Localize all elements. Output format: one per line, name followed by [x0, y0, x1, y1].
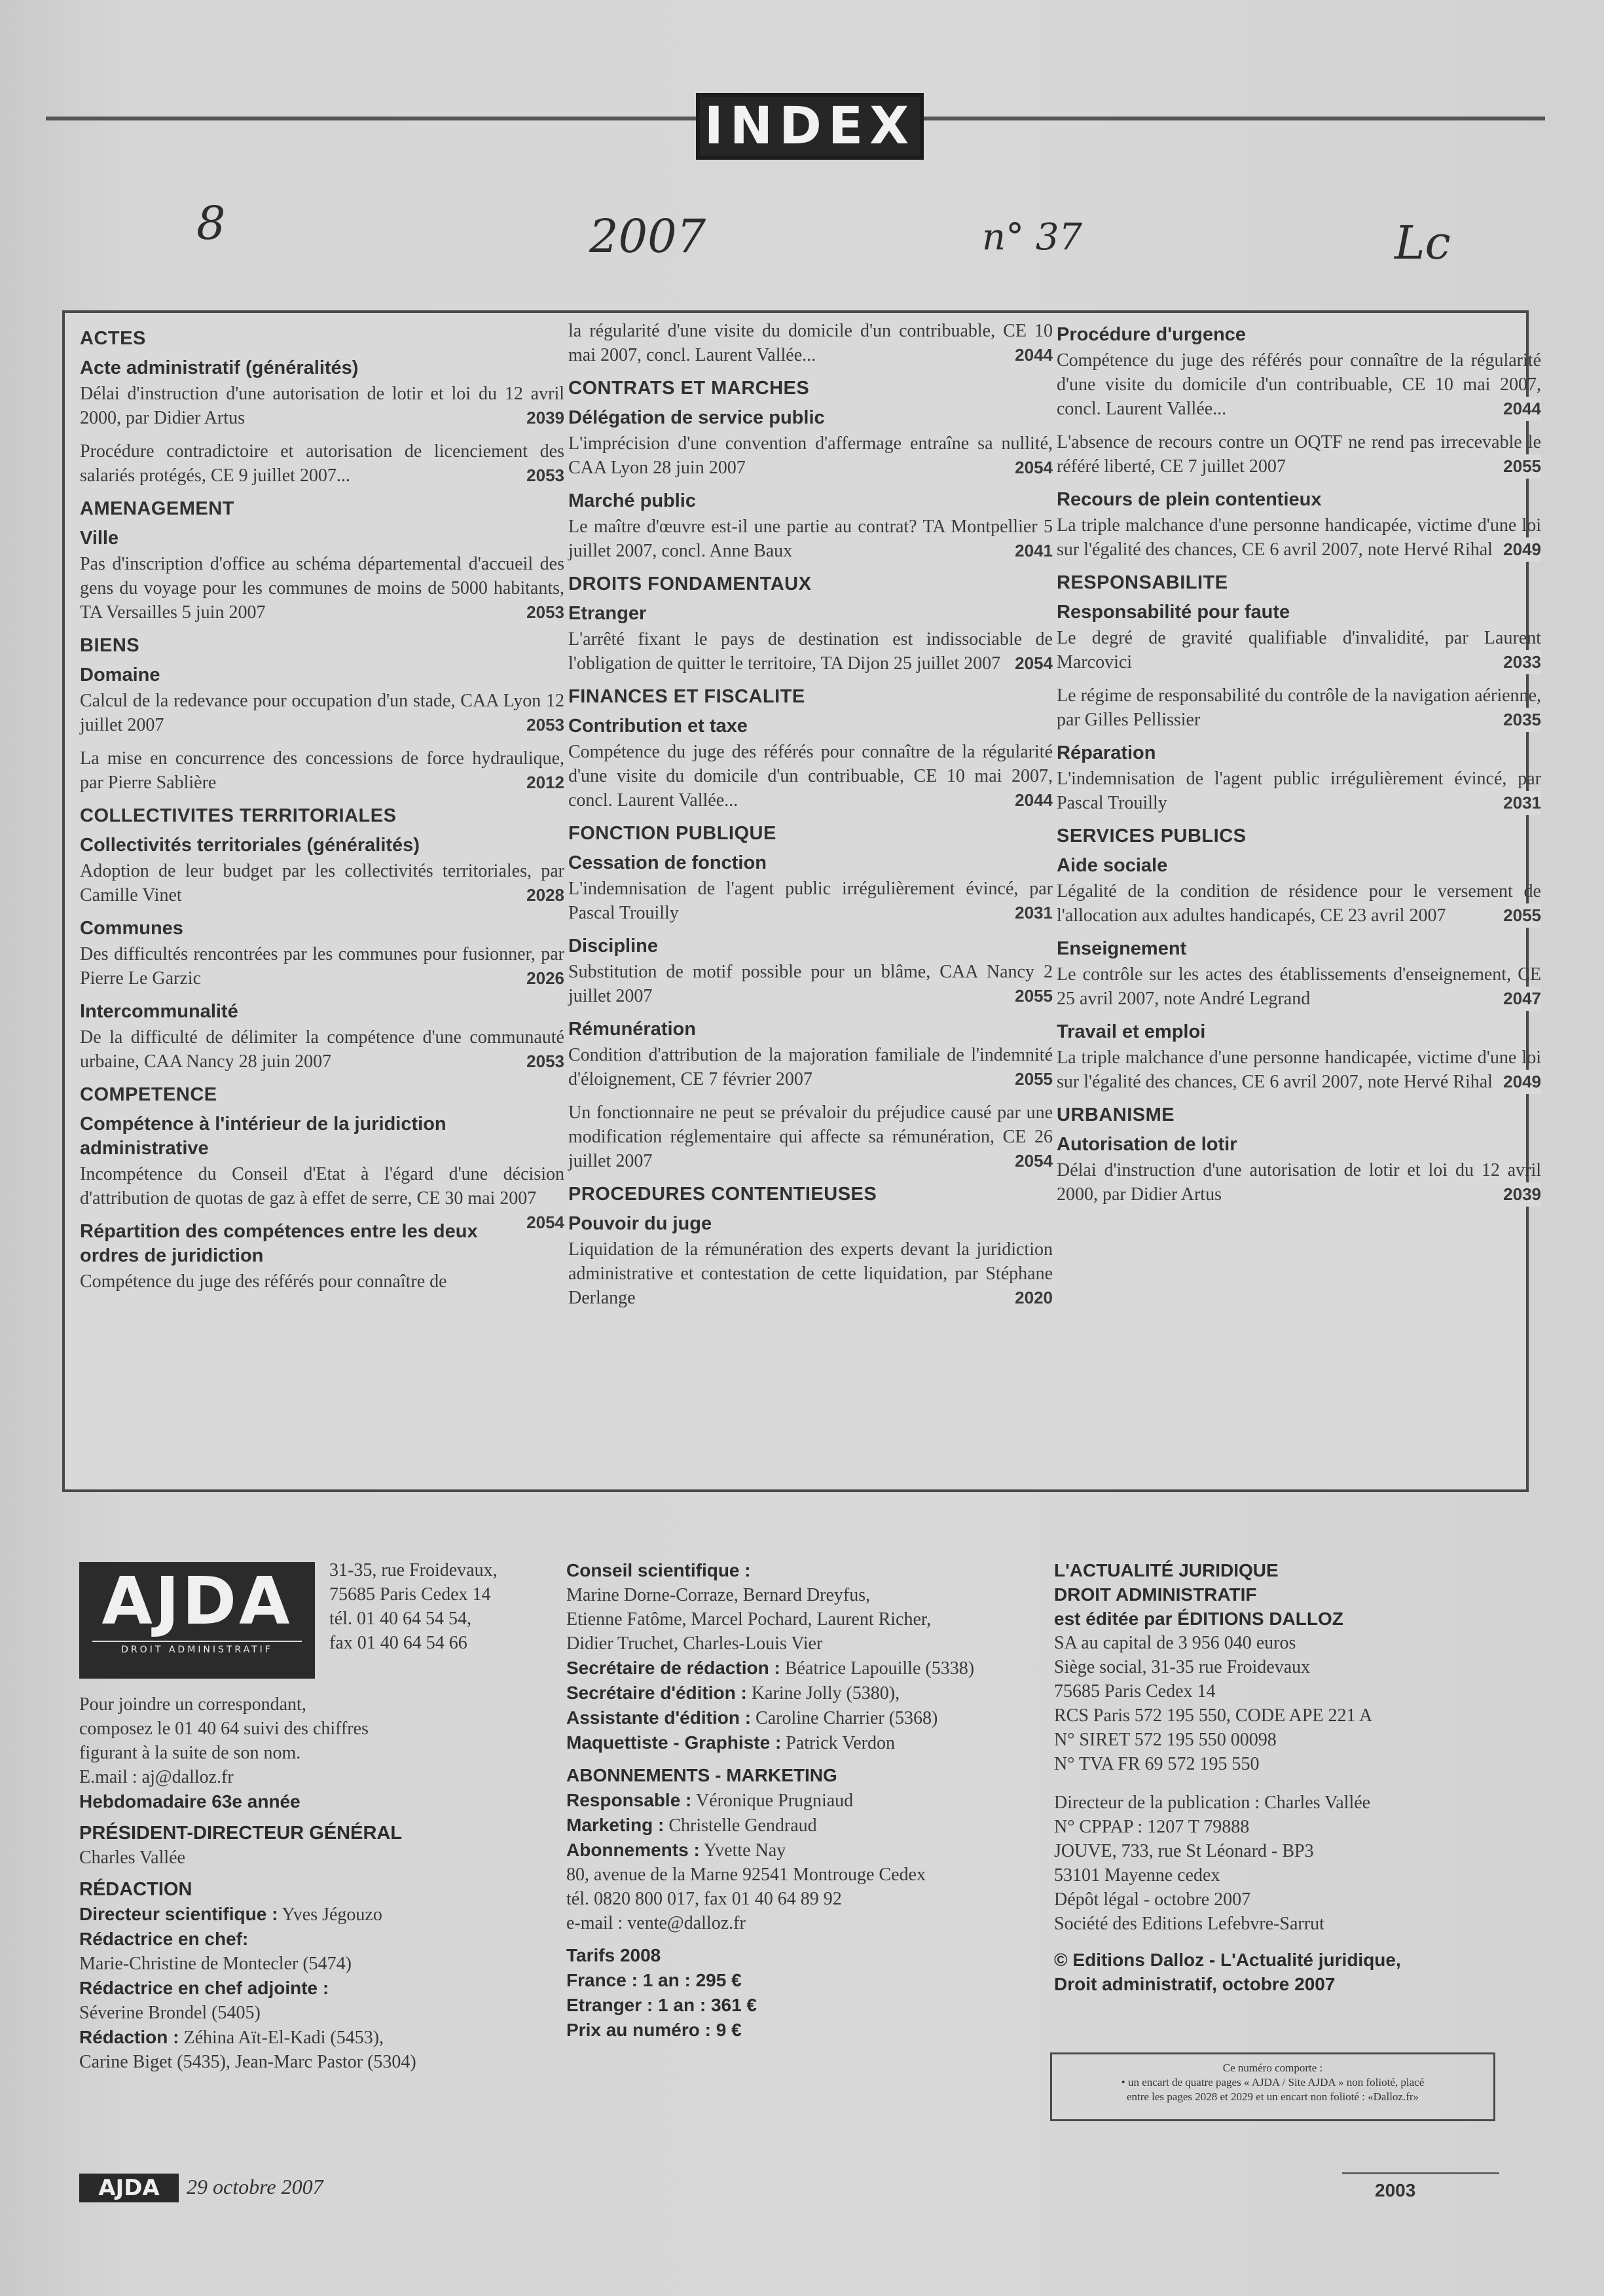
index-entry [568, 1043, 1053, 1091]
entry-text: Liquidation de la rémunération des experts devant la juridiction administrative et contestation de cette liquidation, par Stéphane Derlange [568, 1239, 1053, 1308]
spacer [1054, 1776, 1512, 1791]
address-line: 31-35, rue Froidevaux, [329, 1560, 498, 1580]
entry-page: 2012 [522, 771, 564, 795]
redaction-value: Zéhina Aït-El-Kadi (5453), [179, 2028, 384, 2048]
entry-text: Compétence du juge des référés pour connaître de [80, 1271, 447, 1292]
section-heading: BIENS [80, 635, 140, 656]
index-column-2 [568, 318, 1053, 1319]
entry-page: 2049 [1499, 1070, 1541, 1094]
subsection-heading: Acte administratif (généralités) [80, 357, 359, 378]
index-entry [80, 439, 564, 488]
entry-page: 2026 [522, 966, 564, 991]
redaction-value: Séverine Brondel (5405) [79, 2003, 261, 2023]
subsection-heading: Responsabilité pour faute [1057, 602, 1290, 623]
section-heading: SERVICES PUBLICS [1057, 826, 1247, 847]
index-entry [1057, 348, 1541, 421]
entry-page: 2053 [522, 464, 564, 488]
note-line: Ce numéro comporte : [1222, 2062, 1323, 2074]
entry-text: L'indemnisation de l'agent public irrégulièrement évincé, par Pascal Trouilly [1057, 769, 1541, 813]
staff-label: Prix au numéro : 9 € [566, 2020, 742, 2040]
staff-line [566, 1583, 1051, 1607]
masthead-middle [566, 1558, 1051, 2043]
staff-line [566, 1681, 1051, 1705]
staff-value: Karine Jolly (5380), [746, 1683, 900, 1704]
section-heading: DROITS FONDAMENTAUX [568, 574, 812, 594]
entry-text: Le degré de gravité qualifiable d'invalidité, par Laurent Marcovici [1057, 628, 1541, 672]
staff-label: ABONNEMENTS - MARKETING [566, 1765, 837, 1785]
staff-value: Christelle Gendraud [664, 1815, 817, 1836]
entry-text: Des difficultés rencontrées par les communes pour fusionner, par Pierre Le Garzic [80, 944, 564, 989]
subsection-heading: Aide sociale [1057, 855, 1168, 876]
redaction-line [79, 2025, 564, 2050]
staff-line [566, 1788, 1051, 1813]
publisher-line: SA au capital de 3 956 040 euros [1054, 1633, 1296, 1653]
staff-value: Véronique Prugniaud [691, 1791, 854, 1811]
handwritten-number: n° 37 [982, 216, 1083, 259]
index-entry [1057, 683, 1541, 732]
staff-line [566, 1838, 1051, 1863]
section-heading: FONCTION PUBLIQUE [568, 823, 776, 844]
entry-page: 2031 [1011, 901, 1053, 925]
subsection-heading: Autorisation de lotir [1057, 1134, 1237, 1155]
index-column-1 [80, 318, 564, 1303]
staff-value: Patrick Verdon [781, 1733, 895, 1753]
entry-text: Incompétence du Conseil d'Etat à l'égard d'une décision d'attribution de quotas de gaz à effet de serre, CE 30 mai 2007 [80, 1164, 564, 1209]
subsection-heading: Recours de plein contentieux [1057, 489, 1322, 510]
redaction-value: Yves Jégouzo [278, 1904, 382, 1925]
entry-text: Procédure contradictoire et autorisation de licenciement des salariés protégés, CE 9 juillet 2007... [80, 441, 564, 486]
staff-value: Yvette Nay [699, 1840, 786, 1861]
staff-value: Etienne Fatôme, Marcel Pochard, Laurent Richer, [566, 1609, 932, 1630]
staff-line [566, 1558, 1051, 1583]
publisher-line: N° SIRET 572 195 550 00098 [1054, 1730, 1277, 1750]
logo-subtitle: DROIT ADMINISTRATIF [92, 1641, 302, 1655]
section-heading: PROCEDURES CONTENTIEUSES [568, 1184, 877, 1205]
footer-rule [1342, 2172, 1499, 2174]
index-entry [80, 746, 564, 795]
subsection-heading: Compétence à l'intérieur de la juridiction administrative [80, 1114, 447, 1159]
index-entry [1057, 430, 1541, 479]
index-entry [1057, 626, 1541, 674]
redaction-line [79, 2050, 564, 2074]
entry-text: L'absence de recours contre un OQTF ne rend pas irrecevable le référé liberté, CE 7 juillet 2007 [1057, 432, 1541, 477]
index-entry [568, 319, 1053, 367]
index-entry [80, 689, 564, 737]
subsection-heading: Marché public [568, 490, 696, 511]
redaction-label: Rédaction : [79, 2027, 179, 2047]
staff-label: Secrétaire de rédaction : [566, 1658, 780, 1678]
contact-line: composez le 01 40 64 suivi des chiffres [79, 1719, 369, 1739]
section-heading: FINANCES ET FISCALITE [568, 686, 805, 707]
entry-text: L'arrêté fixant le pays de destination est indissociable de l'obligation de quitter le territoire, TA Dijon 25 juillet 2007 [568, 629, 1053, 674]
entry-text: Délai d'instruction d'une autorisation de lotir et loi du 12 avril 2000, par Didier Artus [80, 384, 564, 428]
redaction-line [79, 1976, 564, 2001]
staff-line [566, 1631, 1051, 1656]
staff-label: Tarifs 2008 [566, 1945, 661, 1965]
publication-line: N° CPPAP : 1207 T 79888 [1054, 1817, 1250, 1837]
handwritten-initials: Lc [1394, 216, 1451, 270]
address-line: tél. 01 40 64 54 54, [329, 1609, 471, 1629]
staff-line [566, 2018, 1051, 2043]
subsection-heading: Communes [80, 918, 183, 939]
entry-text: Pas d'inscription d'office au schéma départemental d'accueil des gens du voyage pour les communes de moins de 5000 habitants, TA Versailles 5 juin 2007 [80, 554, 564, 623]
subsection-heading: Enseignement [1057, 938, 1187, 959]
logo-text: AJDA [101, 1563, 293, 1639]
index-entry [1057, 513, 1541, 562]
footer-logo: AJDA [79, 2174, 179, 2202]
entry-page: 2053 [522, 600, 564, 625]
publication-line: 53101 Mayenne cedex [1054, 1865, 1220, 1886]
masthead-right [1054, 1558, 1512, 1996]
entry-page: 2041 [1011, 539, 1053, 563]
staff-line [566, 1763, 1051, 1788]
entry-text: Le régime de responsabilité du contrôle de la navigation aérienne, par Gilles Pellissier [1057, 685, 1541, 730]
entry-text: Substitution de motif possible pour un blâme, CAA Nancy 2 juillet 2007 [568, 962, 1053, 1006]
index-entry [80, 552, 564, 625]
staff-value: Didier Truchet, Charles-Louis Vier [566, 1633, 823, 1654]
entry-page: 2053 [522, 1049, 564, 1074]
entry-text: Délai d'instruction d'une autorisation de lotir et loi du 12 avril 2000, par Didier Artus [1057, 1160, 1541, 1205]
redaction-value: Carine Biget (5435), Jean-Marc Pastor (5304) [79, 2052, 416, 2072]
section-heading: AMENAGEMENT [80, 498, 234, 519]
staff-label: Responsable : [566, 1790, 692, 1810]
staff-label: Assistante d'édition : [566, 1707, 752, 1728]
handwritten-mark: 8 [196, 196, 226, 250]
entry-text: Le contrôle sur les actes des établissements d'enseignement, CE 25 avril 2007, note André Legrand [1057, 964, 1541, 1009]
entry-page: 2054 [1011, 456, 1053, 480]
entry-text: L'indemnisation de l'agent public irrégulièrement évincé, par Pascal Trouilly [568, 879, 1053, 923]
subsection-heading: Intercommunalité [80, 1001, 238, 1022]
staff-label: Conseil scientifique : [566, 1560, 751, 1580]
staff-line [566, 1705, 1051, 1730]
subsection-heading: Réparation [1057, 742, 1156, 763]
subsection-heading: Travail et emploi [1057, 1021, 1206, 1042]
redaction-title: RÉDACTION [79, 1879, 192, 1900]
address-line: fax 01 40 64 54 66 [329, 1633, 467, 1653]
staff-line [566, 1943, 1051, 1968]
entry-page: 2054 [1011, 1149, 1053, 1173]
entry-page: 2044 [1499, 397, 1541, 421]
staff-value: e-mail : vente@dalloz.fr [566, 1913, 746, 1933]
note-line: entre les pages 2028 et 2029 et un encart non folioté : «Dalloz.fr» [1126, 2090, 1419, 2103]
staff-value: tél. 0820 800 017, fax 01 40 64 89 92 [566, 1889, 842, 1909]
index-entry [1057, 962, 1541, 1011]
publisher-line: N° TVA FR 69 572 195 550 [1054, 1754, 1260, 1774]
index-entry [1057, 767, 1541, 815]
entry-text: L'imprécision d'une convention d'affermage entraîne sa nullité, CAA Lyon 28 juin 2007 [568, 433, 1053, 478]
entry-page: 2047 [1499, 987, 1541, 1011]
redaction-line [79, 1927, 564, 1952]
staff-line [566, 1607, 1051, 1631]
weekly-label: Hebdomadaire 63e année [79, 1791, 301, 1812]
footer-date: 29 octobre 2007 [187, 2175, 323, 2198]
staff-value: Caroline Charrier (5368) [751, 1708, 938, 1728]
staff-label: Abonnements : [566, 1840, 700, 1860]
subsection-heading: Collectivités territoriales (généralités) [80, 835, 420, 856]
section-heading: RESPONSABILITE [1057, 572, 1228, 593]
subsection-heading: Discipline [568, 936, 658, 957]
staff-label: Marketing : [566, 1815, 665, 1835]
index-entry [568, 960, 1053, 1008]
publisher-heading: DROIT ADMINISTRATIF [1054, 1584, 1257, 1605]
entry-page: 2055 [1011, 1067, 1053, 1091]
subsection-heading: Répartition des compétences entre les deux ordres de juridiction [80, 1221, 478, 1266]
entry-text: la régularité d'une visite du domicile d'un contribuable, CE 10 mai 2007, concl. Laurent Vallée... [568, 321, 1053, 365]
entry-page: 2028 [522, 883, 564, 907]
copyright-line: © Editions Dalloz - L'Actualité juridique, [1054, 1950, 1401, 1970]
staff-line [566, 1813, 1051, 1838]
entry-text: Condition d'attribution de la majoration familiale de l'indemnité d'éloignement, CE 7 février 2007 [568, 1045, 1053, 1089]
index-entry [80, 1269, 564, 1294]
index-entry [1057, 1046, 1541, 1094]
staff-line [566, 1656, 1051, 1681]
entry-text: La triple malchance d'une personne handicapée, victime d'une loi sur l'égalité des chances, CE 6 avril 2007, note Hervé Rihal [1057, 1048, 1541, 1092]
staff-line [566, 1968, 1051, 1993]
subsection-heading: Cessation de fonction [568, 852, 767, 873]
subsection-heading: Rémunération [568, 1019, 696, 1040]
handwritten-year: 2007 [589, 210, 706, 263]
masthead-left [79, 1692, 564, 2074]
entry-text: Compétence du juge des référés pour connaître de la régularité d'une visite du domicile d'un contribuable, CE 10 mai 2007, concl. Laurent Vallée... [568, 742, 1053, 811]
index-entry [1057, 1158, 1541, 1207]
publisher-heading: L'ACTUALITÉ JURIDIQUE [1054, 1560, 1279, 1580]
entry-page: 2044 [1011, 788, 1053, 812]
entry-page: 2035 [1499, 708, 1541, 732]
staff-value: Marine Dorne-Corraze, Bernard Dreyfus, [566, 1585, 871, 1605]
pdg-name: Charles Vallée [79, 1848, 185, 1868]
section-heading: URBANISME [1057, 1104, 1175, 1125]
index-entry [80, 1162, 564, 1232]
entry-text: Le maître d'œuvre est-il une partie au contrat? TA Montpellier 5 juillet 2007, concl. Anne Baux [568, 517, 1053, 561]
entry-page: 2020 [1011, 1286, 1053, 1310]
entry-text: Légalité de la condition de résidence pour le versement de l'allocation aux adultes handicapés, CE 23 avril 2007 [1057, 881, 1541, 926]
ajda-logo [79, 1562, 315, 1679]
staff-value: 80, avenue de la Marne 92541 Montrouge Cedex [566, 1865, 926, 1885]
index-entry [568, 877, 1053, 925]
index-entry [568, 1101, 1053, 1173]
entry-text: La mise en concurrence des concessions de force hydraulique, par Pierre Sablière [80, 748, 564, 793]
pdg-title: PRÉSIDENT-DIRECTEUR GÉNÉRAL [79, 1823, 403, 1844]
subsection-heading: Procédure d'urgence [1057, 324, 1246, 345]
section-heading: ACTES [80, 328, 146, 349]
section-heading: COMPETENCE [80, 1084, 217, 1105]
entry-page: 2039 [1499, 1182, 1541, 1207]
index-title: INDEX [696, 93, 924, 160]
staff-line [566, 1863, 1051, 1887]
publisher-line: Siège social, 31-35 rue Froidevaux [1054, 1657, 1311, 1677]
publisher-address [329, 1558, 545, 1655]
publisher-line: 75685 Paris Cedex 14 [1054, 1681, 1216, 1702]
spacer [1054, 1936, 1512, 1948]
entry-page: 2055 [1011, 984, 1053, 1008]
index-entry [568, 515, 1053, 563]
index-entry [568, 740, 1053, 812]
entry-page: 2055 [1499, 454, 1541, 479]
redaction-label: Rédactrice en chef: [79, 1929, 249, 1949]
entry-page: 2039 [522, 406, 564, 430]
copyright-line: Droit administratif, octobre 2007 [1054, 1974, 1336, 1994]
note-line: • un encart de quatre pages « AJDA / Site AJDA » non folioté, placé [1121, 2076, 1425, 2088]
publication-line: Directeur de la publication : Charles Vallée [1054, 1793, 1371, 1813]
staff-label: Etranger : 1 an : 361 € [566, 1995, 757, 2015]
staff-line [566, 1911, 1051, 1935]
entry-text: Compétence du juge des référés pour connaître de la régularité d'une visite du domicile d'un contribuable, CE 10 mai 2007, concl. Laurent Vallée... [1057, 350, 1541, 419]
entry-text: La triple malchance d'une personne handicapée, victime d'une loi sur l'égalité des chances, CE 6 avril 2007, note Hervé Rihal [1057, 515, 1541, 560]
redaction-label: Rédactrice en chef adjointe : [79, 1978, 329, 1998]
subsection-heading: Domaine [80, 665, 160, 685]
staff-label: Secrétaire d'édition : [566, 1683, 747, 1703]
redaction-value: Marie-Christine de Montecler (5474) [79, 1954, 352, 1974]
redaction-label: Directeur scientifique : [79, 1904, 278, 1924]
contact-line: figurant à la suite de son nom. [79, 1743, 301, 1763]
entry-text: De la difficulté de délimiter la compétence d'une communauté urbaine, CAA Nancy 28 juin 2007 [80, 1027, 564, 1072]
entry-text: Adoption de leur budget par les collectivités territoriales, par Camille Vinet [80, 861, 564, 905]
publication-line: Dépôt légal - octobre 2007 [1054, 1889, 1251, 1910]
subsection-heading: Ville [80, 528, 119, 549]
index-entry [80, 942, 564, 991]
entry-page: 2054 [522, 1211, 564, 1235]
entry-page: 2044 [1011, 343, 1053, 367]
staff-line [566, 1993, 1051, 2018]
entry-text: Calcul de la redevance pour occupation d'un stade, CAA Lyon 12 juillet 2007 [80, 691, 564, 735]
entry-page: 2031 [1499, 791, 1541, 815]
entry-page: 2053 [522, 713, 564, 737]
index-entry [568, 1237, 1053, 1310]
index-entry [80, 1025, 564, 1074]
index-entry [568, 431, 1053, 480]
section-heading: CONTRATS ET MARCHES [568, 378, 810, 399]
staff-line [566, 1730, 1051, 1755]
staff-label: France : 1 an : 295 € [566, 1970, 742, 1990]
index-entry [80, 382, 564, 430]
staff-line [566, 1887, 1051, 1911]
redaction-line [79, 1902, 564, 1927]
index-column-3 [1057, 318, 1541, 1216]
section-heading: COLLECTIVITES TERRITORIALES [80, 805, 397, 826]
contact-line: E.mail : aj@dalloz.fr [79, 1767, 234, 1787]
address-line: 75685 Paris Cedex 14 [329, 1584, 491, 1605]
entry-page: 2033 [1499, 650, 1541, 674]
entry-page: 2049 [1499, 538, 1541, 562]
publisher-heading: est éditée par ÉDITIONS DALLOZ [1054, 1609, 1343, 1629]
index-entry [1057, 879, 1541, 928]
subsection-heading: Délégation de service public [568, 407, 825, 428]
insert-note [1050, 2052, 1495, 2121]
publisher-line: RCS Paris 572 195 550, CODE APE 221 A [1054, 1705, 1373, 1726]
entry-page: 2055 [1499, 903, 1541, 928]
redaction-line [79, 2001, 564, 2025]
publication-line: JOUVE, 733, rue St Léonard - BP3 [1054, 1841, 1314, 1861]
subsection-heading: Etranger [568, 603, 647, 624]
staff-label: Maquettiste - Graphiste : [566, 1732, 782, 1753]
contact-line: Pour joindre un correspondant, [79, 1694, 306, 1715]
redaction-line [79, 1952, 564, 1976]
entry-text: Un fonctionnaire ne peut se prévaloir du préjudice causé par une modification réglementaire qui affecte sa rémunération, CE 26 juillet 2007 [568, 1102, 1053, 1171]
entry-page: 2054 [1011, 651, 1053, 676]
subsection-heading: Pouvoir du juge [568, 1213, 712, 1234]
index-entry [568, 627, 1053, 676]
staff-value: Béatrice Lapouille (5338) [780, 1658, 975, 1679]
publication-line: Société des Editions Lefebvre-Sarrut [1054, 1914, 1324, 1934]
index-entry [80, 859, 564, 907]
subsection-heading: Contribution et taxe [568, 716, 748, 737]
page-number: 2003 [1375, 2180, 1416, 2200]
